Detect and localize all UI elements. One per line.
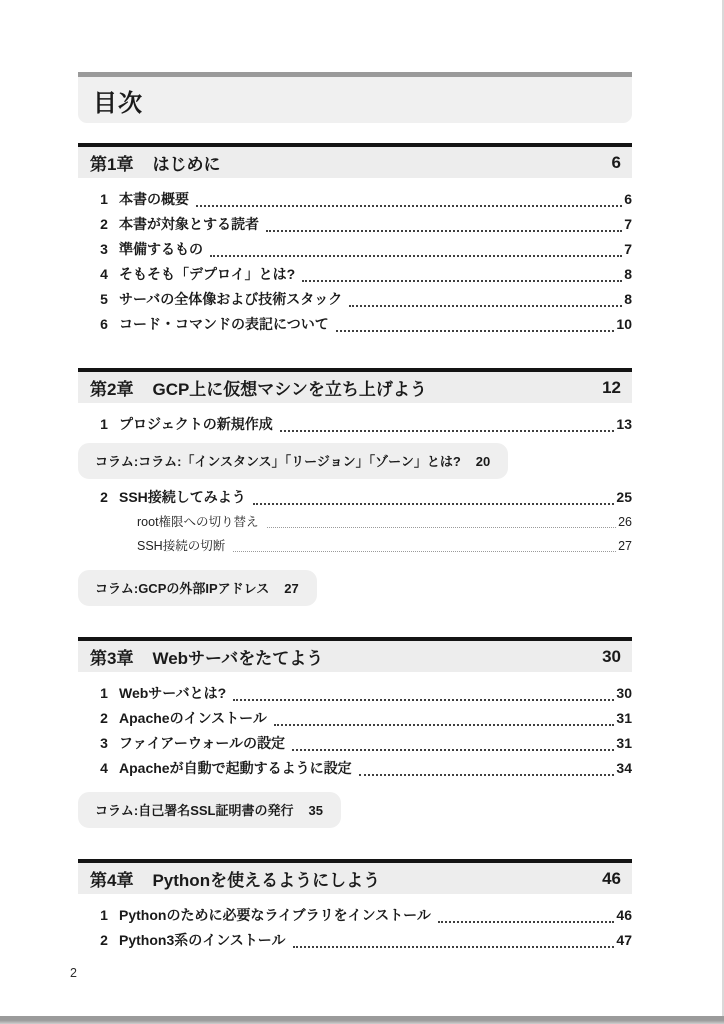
dot-leader [233,699,614,701]
toc-entry-number: 1 [100,907,108,923]
toc-entry-number: 3 [100,241,108,257]
chapter-header [78,637,632,672]
toc-entry-number: 1 [100,685,108,701]
toc-entry-number: 2 [100,710,108,726]
dot-leader [196,205,622,207]
toc-entry-page: 10 [616,316,632,332]
dot-leader [280,430,615,432]
chapter-title: はじめに [152,155,221,174]
dot-leader [210,255,622,257]
column-note [78,792,341,828]
toc-entry-number: 1 [100,416,108,432]
toc-entry-title: 準備するもの [119,241,203,257]
toc-entry [78,731,632,756]
chapter-label: 第3章 [90,649,134,668]
column-note-text: コラム:自己署名SSL証明書の発行 [95,803,294,818]
chapter-entries [78,672,632,828]
chapter-page-number: 12 [602,377,621,397]
dot-leader [266,230,622,232]
toc-entry [78,262,632,287]
chapter-section-3 [78,637,632,828]
chapter-page-number: 30 [602,646,621,666]
dot-leader [293,946,615,948]
chapter-header [78,143,632,178]
toc-entry-number: 1 [100,191,108,207]
toc-entry-title: SSH接続してみよう [119,489,246,505]
toc-entry-number: 4 [100,266,108,282]
toc-subentry-title: root権限への切り替え [137,515,259,529]
toc-entry-page: 8 [624,266,632,282]
toc-entry-page: 6 [624,191,632,207]
toc-entry-page: 31 [616,710,632,726]
chapter-entries [78,894,632,953]
toc-subentry-page: 27 [618,539,632,553]
toc-entry-page: 31 [616,735,632,751]
dot-leader [349,305,622,307]
toc-entry-title: Apacheのインストール [119,710,267,726]
toc-entry-number: 3 [100,735,108,751]
toc-subentry-title: SSH接続の切断 [137,539,226,553]
toc-entry-number: 2 [100,932,108,948]
column-note-page: 20 [475,454,491,469]
toc-entry-page: 7 [624,241,632,257]
toc-entry-title: Python3系のインストール [119,932,286,948]
dot-leader [292,749,614,751]
toc-entry [78,928,632,953]
toc-entry-page: 25 [616,489,632,505]
dot-leader [233,551,616,552]
folio-page-number: 2 [70,966,77,980]
chapter-header [78,859,632,894]
chapter-section-1 [78,143,632,337]
toc-entry [78,312,632,337]
toc-entry-page: 8 [624,291,632,307]
column-note [78,570,317,606]
toc-entry [78,212,632,237]
toc-entry-page: 13 [616,416,632,432]
toc-entry [78,903,632,928]
column-note-page: 35 [308,803,323,818]
toc-entry-page: 34 [616,760,632,776]
toc-entry-number: 6 [100,316,108,332]
toc-entry-number: 4 [100,760,108,776]
chapter-entries [78,178,632,337]
toc-entry [78,412,632,437]
toc-entry-number: 2 [100,489,108,505]
toc-entry-title: サーバの全体像および技術スタック [119,291,343,307]
toc-entry [78,706,632,731]
dot-leader [336,330,615,332]
dot-leader [274,724,615,726]
toc-entry-title: プロジェクトの新規作成 [119,416,273,432]
toc-entry-title: Webサーバとは? [119,685,227,701]
toc-entry [78,237,632,262]
dot-leader [359,774,615,776]
chapter-title: Pythonを使えるようにしよう [152,871,381,890]
dot-leader [438,921,615,923]
chapter-page-number: 46 [602,868,621,888]
chapter-section-2 [78,368,632,606]
dot-leader [267,527,617,528]
toc-entry-number: 5 [100,291,108,307]
chapter-label: 第4章 [90,871,134,890]
toc-entry-page: 47 [616,932,632,948]
toc-entry-title: コード・コマンドの表記について [119,316,329,332]
toc-entry [78,756,632,781]
chapter-section-4 [78,859,632,953]
toc-entry-title: 本書が対象とする読者 [119,216,259,232]
toc-entry-title: Apacheが自動で起動するように設定 [119,760,352,776]
toc-entry-title: そもそも「デプロイ」とは? [119,266,296,282]
toc-subentry [78,510,632,534]
toc-entry [78,485,632,510]
dot-leader [302,280,622,282]
toc-entry [78,287,632,312]
toc-entry-page: 30 [616,685,632,701]
column-note [78,443,508,479]
chapter-title: GCP上に仮想マシンを立ち上げよう [152,380,427,399]
toc-entry-page: 46 [616,907,632,923]
chapter-label: 第1章 [90,155,134,174]
page-edge-bottom [0,1016,724,1024]
page-title: 目次 [93,89,143,117]
chapter-header [78,368,632,403]
chapter-page-number: 6 [611,152,621,172]
toc-entry-page: 7 [624,216,632,232]
toc-entry [78,187,632,212]
column-note-text: コラム:コラム:「インスタンス」「リージョン」「ゾーン」とは? [95,454,461,469]
toc-entry-title: 本書の概要 [119,191,189,207]
chapter-label: 第2章 [90,380,134,399]
toc-entry [78,681,632,706]
column-note-page: 27 [284,581,299,596]
doc-title-box [78,72,632,123]
toc-content [78,72,632,953]
dot-leader [253,503,615,505]
toc-subentry [78,534,632,558]
toc-subentry-page: 26 [618,515,632,529]
toc-entry-number: 2 [100,216,108,232]
chapter-entries [78,403,632,606]
toc-entry-title: ファイアーウォールの設定 [119,735,286,751]
toc-entry-title: Pythonのために必要なライブラリをインストール [119,907,431,923]
chapter-title: Webサーバをたてよう [152,649,324,668]
column-note-text: コラム:GCPの外部IPアドレス [95,581,270,596]
